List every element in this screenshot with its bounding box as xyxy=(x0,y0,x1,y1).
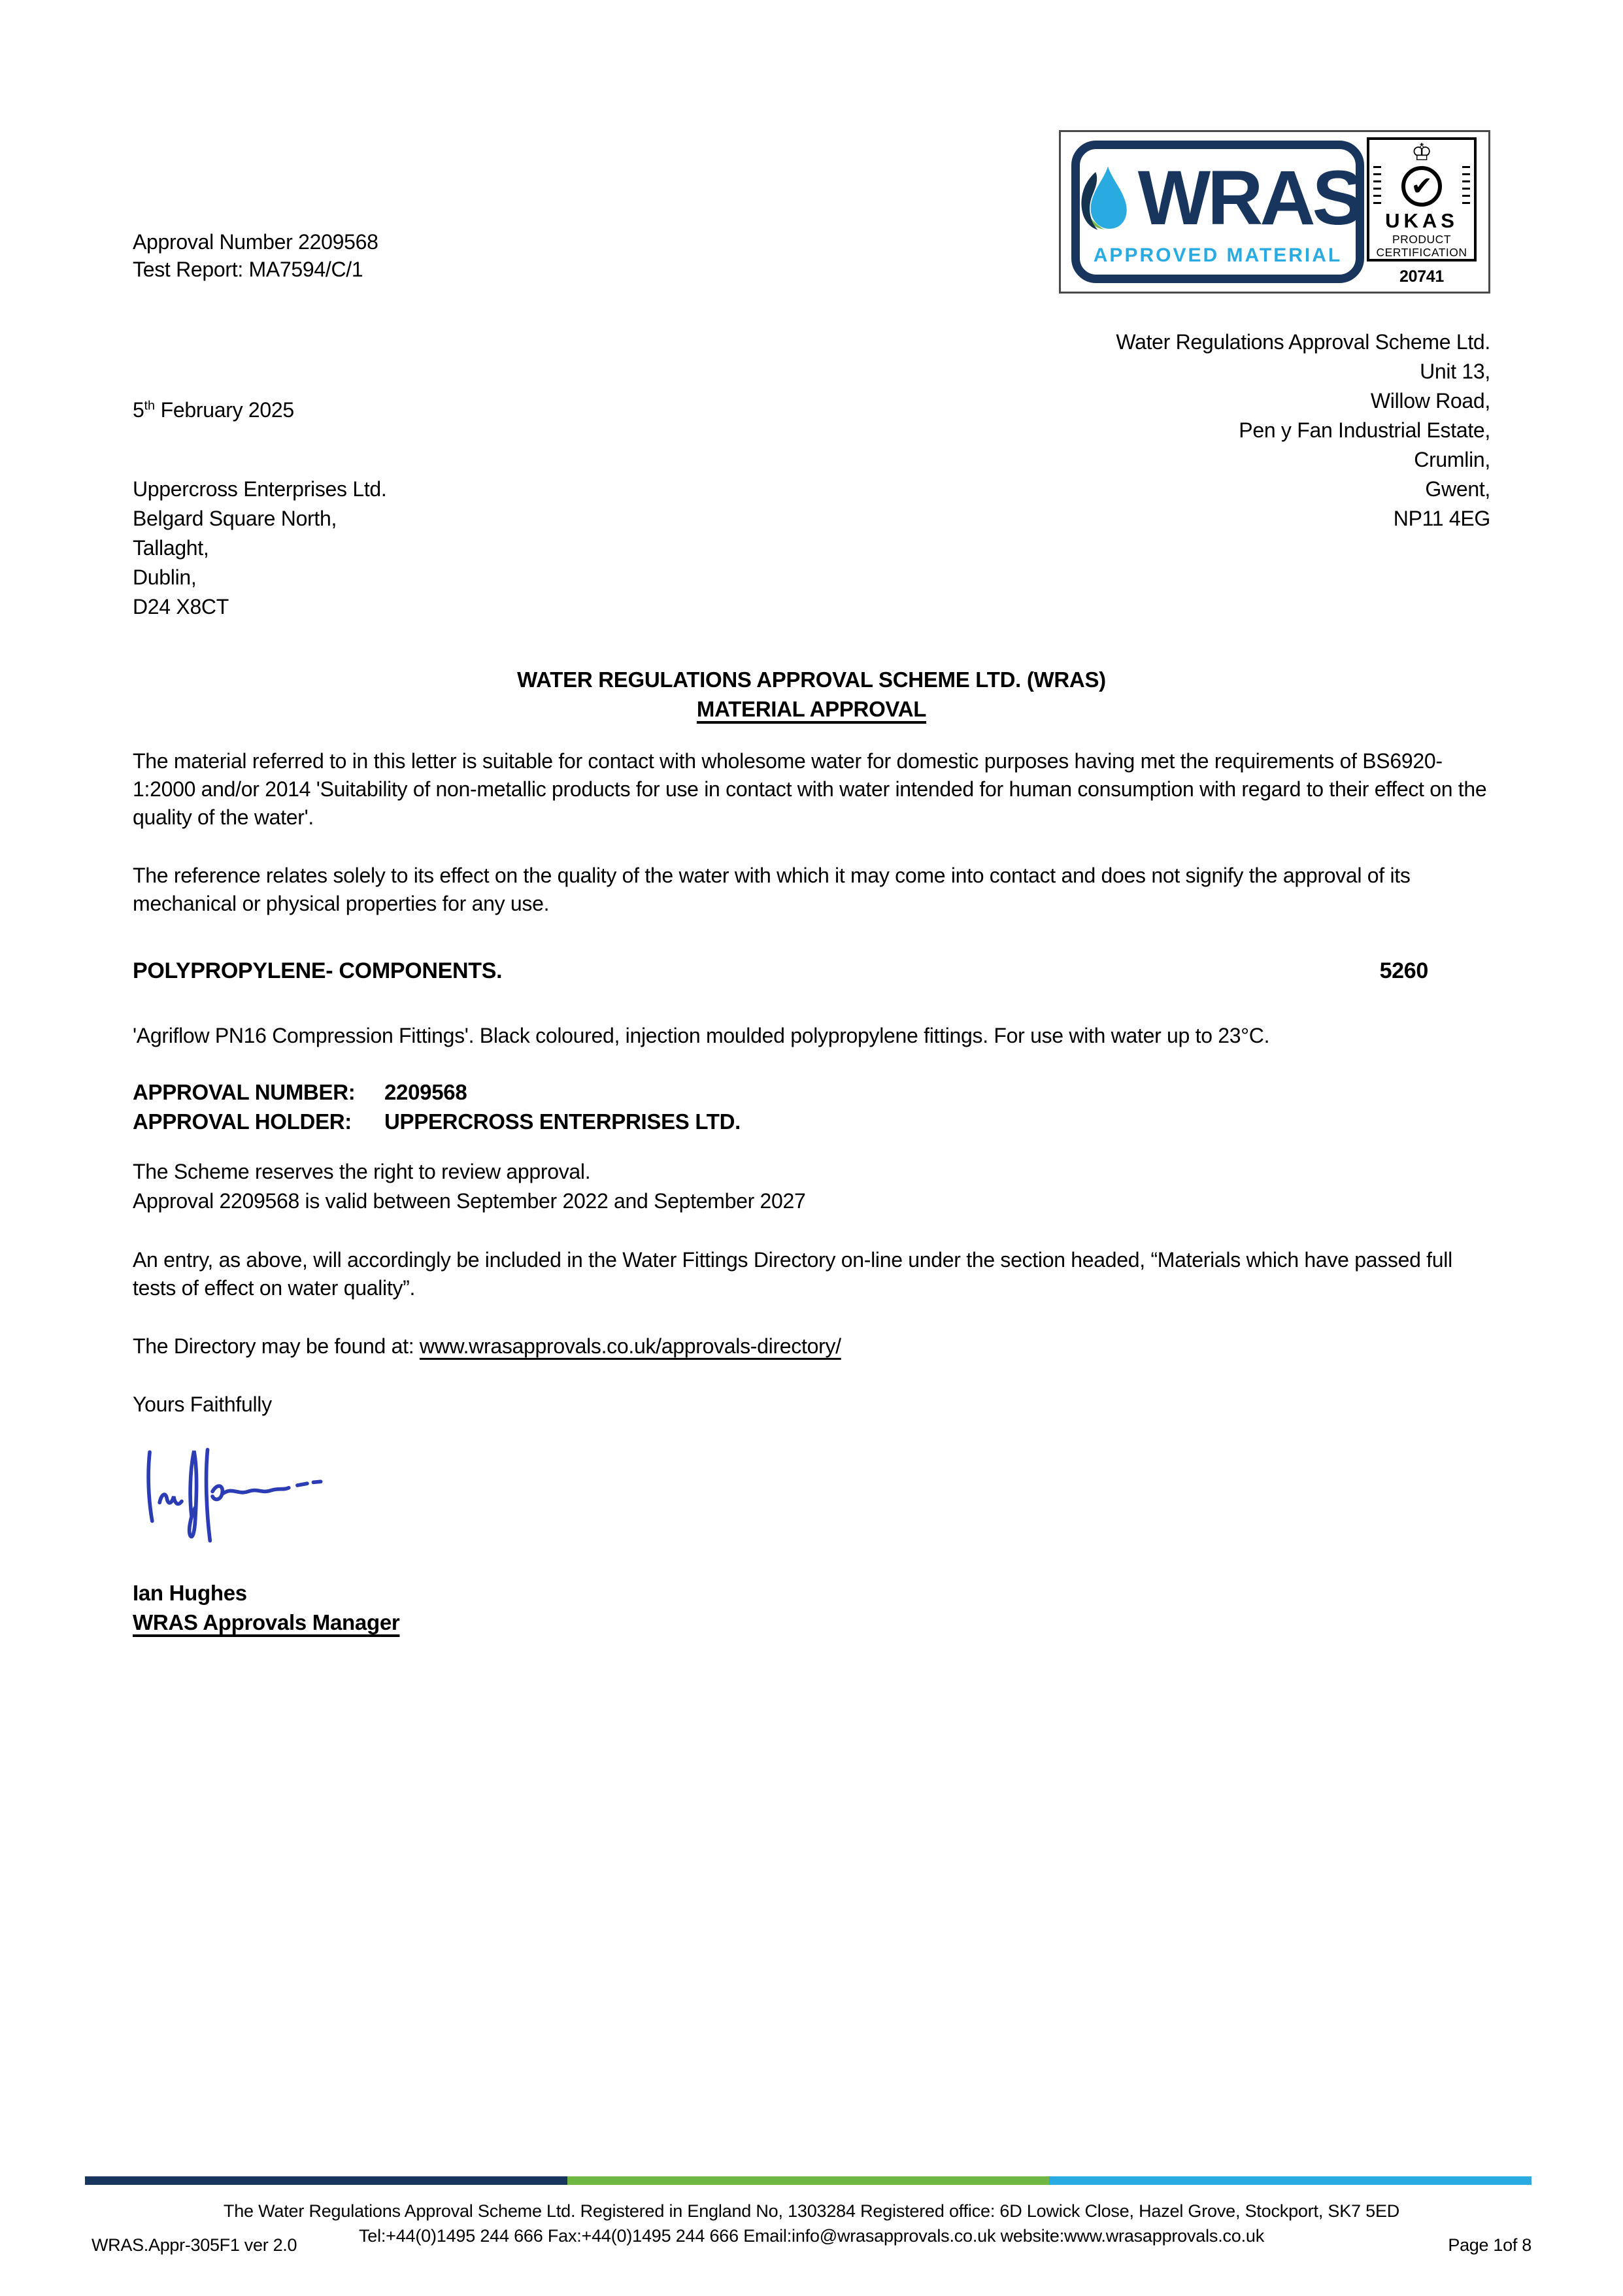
sender-line: Pen y Fan Industrial Estate, xyxy=(1239,418,1490,442)
recipient-line: Belgard Square North, xyxy=(133,507,337,530)
title-line2: MATERIAL APPROVAL xyxy=(696,697,927,721)
ukas-certification-label: CERTIFICATION xyxy=(1376,246,1467,259)
ukas-number: 20741 xyxy=(1399,267,1445,286)
sender-address xyxy=(1116,328,1490,622)
sender-line: Gwent, xyxy=(1425,477,1490,501)
wras-approved-material-badge xyxy=(1071,141,1364,283)
ukas-wordmark: UKAS xyxy=(1385,209,1458,232)
sender-line: NP11 4EG xyxy=(1393,507,1490,530)
directory-prefix: The Directory may be found at: xyxy=(133,1334,420,1358)
form-version: WRAS.Appr-305F1 ver 2.0 xyxy=(92,2235,297,2255)
wras-logo-row xyxy=(1075,155,1361,241)
water-drop-icon xyxy=(1075,158,1131,238)
paragraph-directory-entry: An entry, as above, will accordingly be included in the Water Fittings Directory on-line under the section headed, “Materials which have passed full tests of effect on water quality”. xyxy=(133,1248,1452,1300)
ukas-box xyxy=(1367,137,1477,262)
recipient-block xyxy=(133,398,387,622)
ukas-check-icon: ✔ xyxy=(1401,166,1442,207)
footer-registration-line: The Water Regulations Approval Scheme Ltd. Registered in England No, 1303284 Registered office: 6D Lowick Close, Hazel Grove, Stockport, SK7 5ED xyxy=(223,2201,1400,2221)
material-description: 'Agriflow PN16 Compression Fittings'. Black coloured, injection moulded polypropylene fittings. For use with water up to 23°C. xyxy=(133,1024,1270,1047)
sender-line: Water Regulations Approval Scheme Ltd. xyxy=(1116,330,1490,354)
approval-number-label: APPROVAL NUMBER: xyxy=(133,1080,356,1104)
recipient-line: Tallaght, xyxy=(133,536,209,560)
wras-wordmark: WRAS xyxy=(1137,155,1361,241)
letter-title xyxy=(133,665,1490,724)
sender-line: Crumlin, xyxy=(1414,448,1490,471)
footer-bar-cyan xyxy=(1049,2176,1531,2185)
ukas-product-label: PRODUCT xyxy=(1392,233,1452,246)
approval-holder-row xyxy=(133,1107,1490,1136)
ukas-ticks-right xyxy=(1462,166,1470,207)
material-section-row xyxy=(133,958,1490,984)
approval-number-value: 2209568 xyxy=(384,1080,467,1104)
ukas-check-row xyxy=(1369,166,1474,207)
ukas-mark xyxy=(1365,137,1478,286)
address-section xyxy=(133,328,1490,622)
paragraph-reference-scope: The reference relates solely to its effect on the quality of the water with which it may come into contact and does not signify the approval of its mechanical or physical properties for any use. xyxy=(133,864,1411,915)
approval-details xyxy=(133,1077,1490,1136)
material-code: 5260 xyxy=(1379,958,1428,983)
date-day: 5 xyxy=(133,398,144,422)
approved-material-label: APPROVED MATERIAL xyxy=(1093,245,1343,266)
ukas-ticks-left xyxy=(1373,166,1381,207)
ukas-crown-icon: ♔ xyxy=(1411,139,1432,166)
valediction: Yours Faithfully xyxy=(133,1393,272,1416)
paragraph-material-suitability: The material referred to in this letter is suitable for contact with wholesome water for domestic purposes having met the requirements of BS6920-1:2000 and/or 2014 'Suitability of non-metallic products for use in contact with water intended for human consumption with regard to their effect on the quality of the water'. xyxy=(133,749,1487,829)
signature-strokes xyxy=(148,1449,321,1540)
signature xyxy=(133,1443,1490,1548)
footer-bar-green xyxy=(567,2176,1050,2185)
sender-line: Willow Road, xyxy=(1370,389,1490,413)
recipient-line: D24 X8CT xyxy=(133,595,229,618)
test-report-line: Test Report: MA7594/C/1 xyxy=(133,258,363,281)
approval-holder-value: UPPERCROSS ENTERPRISES LTD. xyxy=(384,1109,741,1134)
approval-number-row xyxy=(133,1077,1490,1107)
review-block xyxy=(133,1157,1490,1216)
approval-holder-label: APPROVAL HOLDER: xyxy=(133,1109,352,1134)
directory-link[interactable]: www.wrasapprovals.co.uk/approvals-directory/ xyxy=(419,1334,841,1358)
date-ordinal: th xyxy=(144,398,156,413)
approval-meta xyxy=(133,228,378,283)
footer-bar-navy xyxy=(85,2176,567,2185)
review-line1: The Scheme reserves the right to review approval. xyxy=(133,1160,591,1183)
approval-number-line: Approval Number 2209568 xyxy=(133,230,378,254)
recipient-line: Uppercross Enterprises Ltd. xyxy=(133,477,387,501)
footer-contact-line: Tel:+44(0)1495 244 666 Fax:+44(0)1495 244 666 Email:info@wrasapprovals.co.uk website:www.wrasapprovals.co.uk xyxy=(358,2226,1265,2246)
recipient-line: Dublin, xyxy=(133,566,197,589)
sender-line: Unit 13, xyxy=(1420,360,1490,383)
date-rest: February 2025 xyxy=(155,398,294,422)
footer-color-bar xyxy=(85,2176,1531,2185)
page-number: Page 1of 8 xyxy=(1448,2235,1531,2255)
signatory-name: Ian Hughes xyxy=(133,1581,247,1605)
letter-date xyxy=(133,398,387,422)
wras-ukas-logo xyxy=(1059,130,1490,294)
letter-footer xyxy=(0,2176,1623,2296)
title-line1: WATER REGULATIONS APPROVAL SCHEME LTD. (WRAS) xyxy=(517,667,1106,692)
signature-scrawl xyxy=(133,1443,335,1548)
material-heading: POLYPROPYLENE- COMPONENTS. xyxy=(133,958,503,983)
directory-line xyxy=(133,1332,1490,1360)
signatory-role: WRAS Approvals Manager xyxy=(133,1610,400,1634)
letter-header xyxy=(133,130,1490,294)
review-line2: Approval 2209568 is valid between September 2022 and September 2027 xyxy=(133,1189,806,1213)
